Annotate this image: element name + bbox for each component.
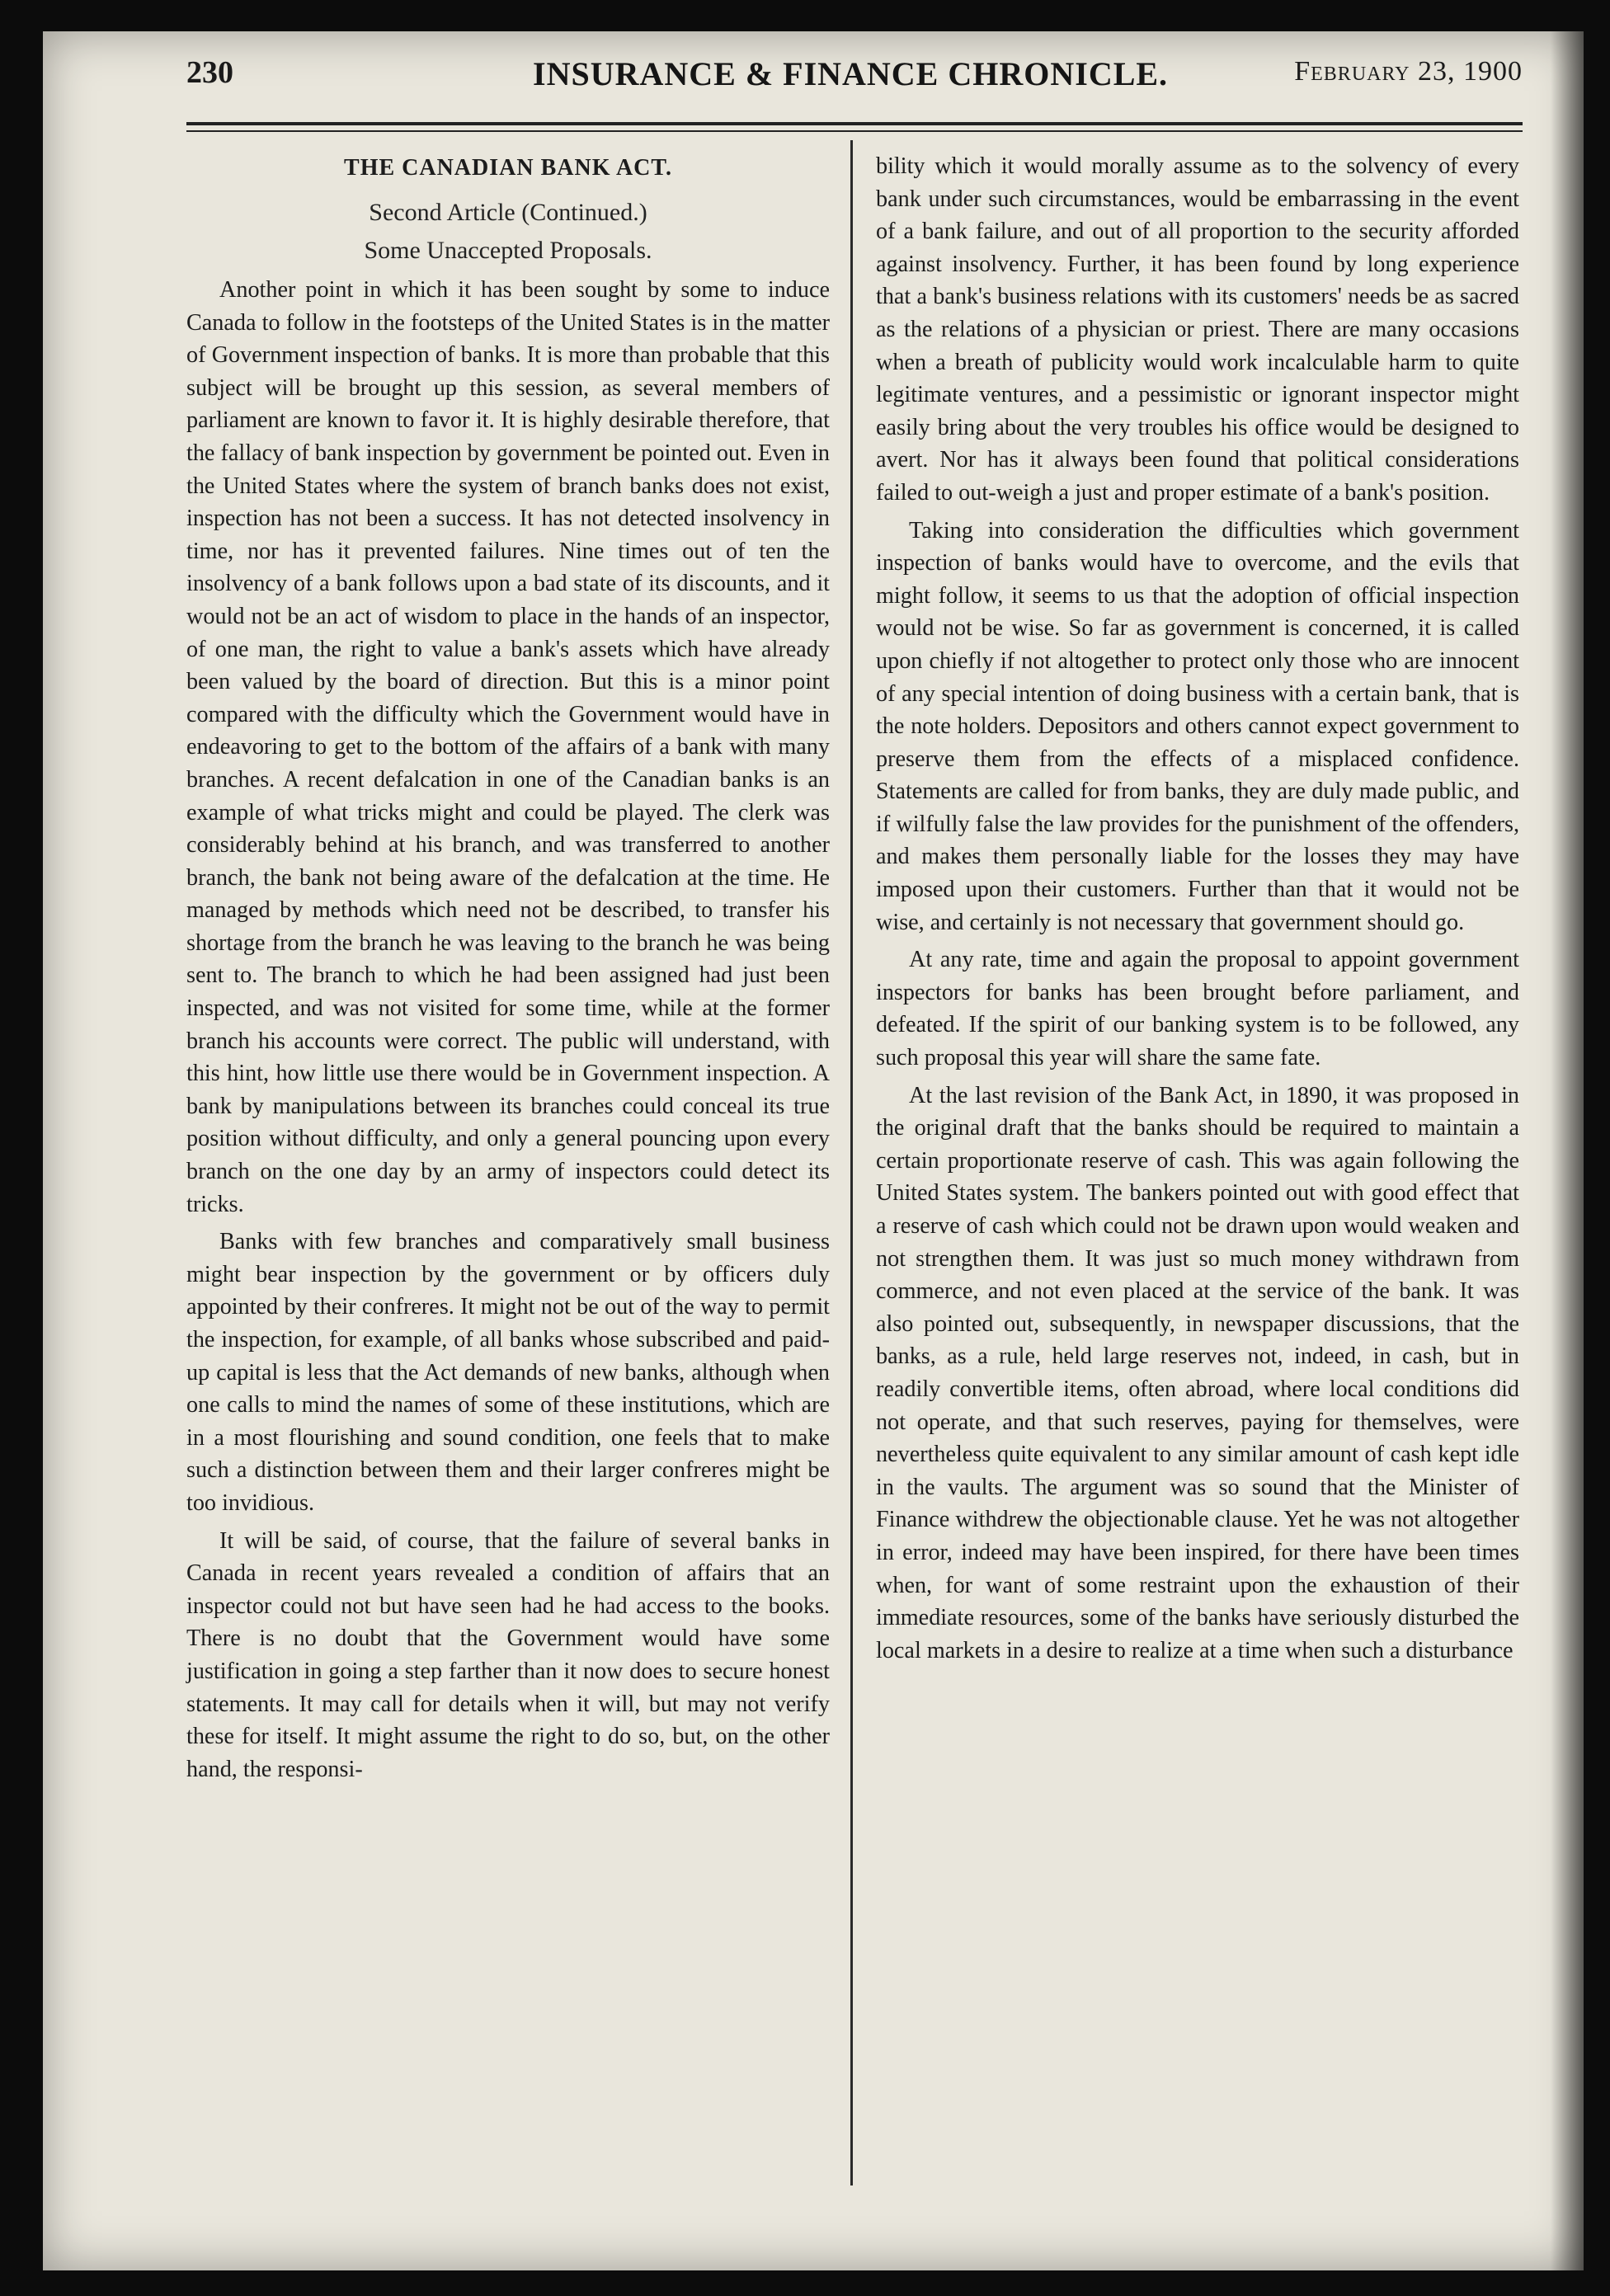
page-number: 230: [186, 55, 233, 90]
paragraph: Banks with few branches and comparatively small business might bear inspection by the government or by officers duly appointed by their confreres. It might not be out of the way to permit the inspection, for example, of all banks whose subscribed and paid-up capital is less that the Act demands of new banks, although when one calls to mind the names of some of these institutions, which are in a most flourishing and sound condition, one feels that to make such a distinction between them and their larger confreres might be too invidious.: [186, 1229, 830, 1516]
article-subtitle: Second Article (Continued.): [369, 199, 647, 226]
paragraph: Another point in which it has been sought by some to induce Canada to follow in the footsteps of the United States is in the matter of Government inspection of banks. It is more than probable that this subject will be brought up this session, as several members of parliament are known to favor it. It is highly desirable therefore, that the fallacy of bank inspection by government be pointed out. Even in the United States where the system of branch banks does not exist, inspection has not been a success. It has not detected insolvency in time, nor has it prevented failures. Nine times out of ten the insolvency of a bank follows upon a bad state of its discounts, and it would not be an act of wisdom to place in the hands of an inspector, of one man, the right to value a bank's assets which have already been valued by the board of direction. But this is a minor point compared with the difficulty which the Government would have in endeavoring to get to the bottom of the affairs of a bank with many branches. A recent defalcation in one of the Canadian banks is an example of what tricks might and could be played. The clerk was considerably behind at his branch, and was transferred to another branch, the bank not being aware of the defalcation at the time. He managed by methods which need not be described, to transfer his shortage from the branch he was leaving to the branch he was being sent to. The branch to which he had been assigned had just been inspected, and was not visited for some time, while at the former branch his accounts were correct. The public will understand, with this hint, how little use there would be in Government inspection. A bank by manipulations between its branches could conceal its true position without difficulty, and only a general pouncing upon every branch on the one day by an army of inspectors could detect its tricks.: [186, 277, 830, 1217]
paragraph: At any rate, time and again the proposal to appoint government inspectors for banks has been brought before parliament, and defeated. If the spirit of our banking system is to be followed, any such proposal this year will share the same fate.: [876, 947, 1519, 1071]
paragraph: bility which it would morally assume as to the solvency of every bank under such circumstances, would be embarrassing in the event of a bank failure, and out of all proportion to the security afforded against insolvency. Further, it has been found by long experience that a bank's business relations with its customers' needs be as sacred as the relations of a physician or priest. There are many occasions when a breath of publicity would work incalculable harm to quite legitimate ventures, and a pessimistic or ignorant inspector might easily bring about the very troubles his office would be designed to avert. Nor has it always been found that political considerations failed to out-weigh a just and proper estimate of a bank's position.: [876, 153, 1519, 506]
right-column: [876, 150, 1519, 1667]
paragraph: Taking into consideration the difficulties which government inspection of banks would have to overcome, and the evils that might follow, it seems to us that the adoption of official inspection would not be wise. So far as government is concerned, it is called upon chiefly if not altogether to protect only those who are innocent of any special intention of doing business with a certain bank, that is the note holders. Depositors and others cannot expect government to preserve them from the effects of a misplaced confidence. Statements are called for from banks, they are duly made public, and if wilfully false the law provides for the punishment of the offenders, and makes them personally liable for the losses they may have imposed upon their customers. Further than that it would not be wise, and certainly is not necessary that government should go.: [876, 517, 1519, 935]
article-title: THE CANADIAN BANK ACT.: [344, 155, 672, 181]
journal-title: INSURANCE & FINANCE CHRONICLE.: [533, 55, 1169, 92]
paragraph: It will be said, of course, that the failure of several banks in Canada in recent years revealed a condition of affairs that an inspector could not but have seen had he had access to the books. There is no doubt that the Government would have some justification in going a step farther than it now does to secure honest statements. It may call for details when it will, but may not verify these for itself. It might assume the right to do so, but, on the other hand, the responsi-: [186, 1527, 830, 1782]
issue-date: February 23, 1900: [1294, 56, 1523, 87]
column-divider: [850, 140, 853, 2185]
header-rule-thin: [186, 130, 1523, 132]
left-column: [186, 150, 830, 1786]
masthead: [186, 54, 1523, 109]
header-rule-thick: [186, 122, 1523, 125]
section-heading: Some Unaccepted Proposals.: [364, 237, 652, 264]
paragraph: At the last revision of the Bank Act, in 1890, it was proposed in the original draft that the banks should be required to maintain a certain proportionate reserve of cash. This was again following the United States system. The bankers pointed out with good effect that a reserve of cash which could not be drawn upon would weaken and not strengthen them. It was just so much money withdrawn from commerce, and not even placed at the service of the bank. It was also pointed out, subsequently, in newspaper discussions, that the banks, as a rule, held large reserves not, indeed, in cash, but in readily convertible items, often abroad, where local conditions did not operate, and that such reserves, paying for themselves, were nevertheless quite equivalent to any similar amount of cash kept idle in the vaults. The argument was so sound that the Minister of Finance withdrew the objectionable clause. Yet he was not altogether in error, indeed may have been inspired, for there have been times when, for want of some restraint upon the exhaustion of their immediate resources, some of the banks have seriously disturbed the local markets in a desire to realize at a time when such a disturbance: [876, 1082, 1519, 1663]
